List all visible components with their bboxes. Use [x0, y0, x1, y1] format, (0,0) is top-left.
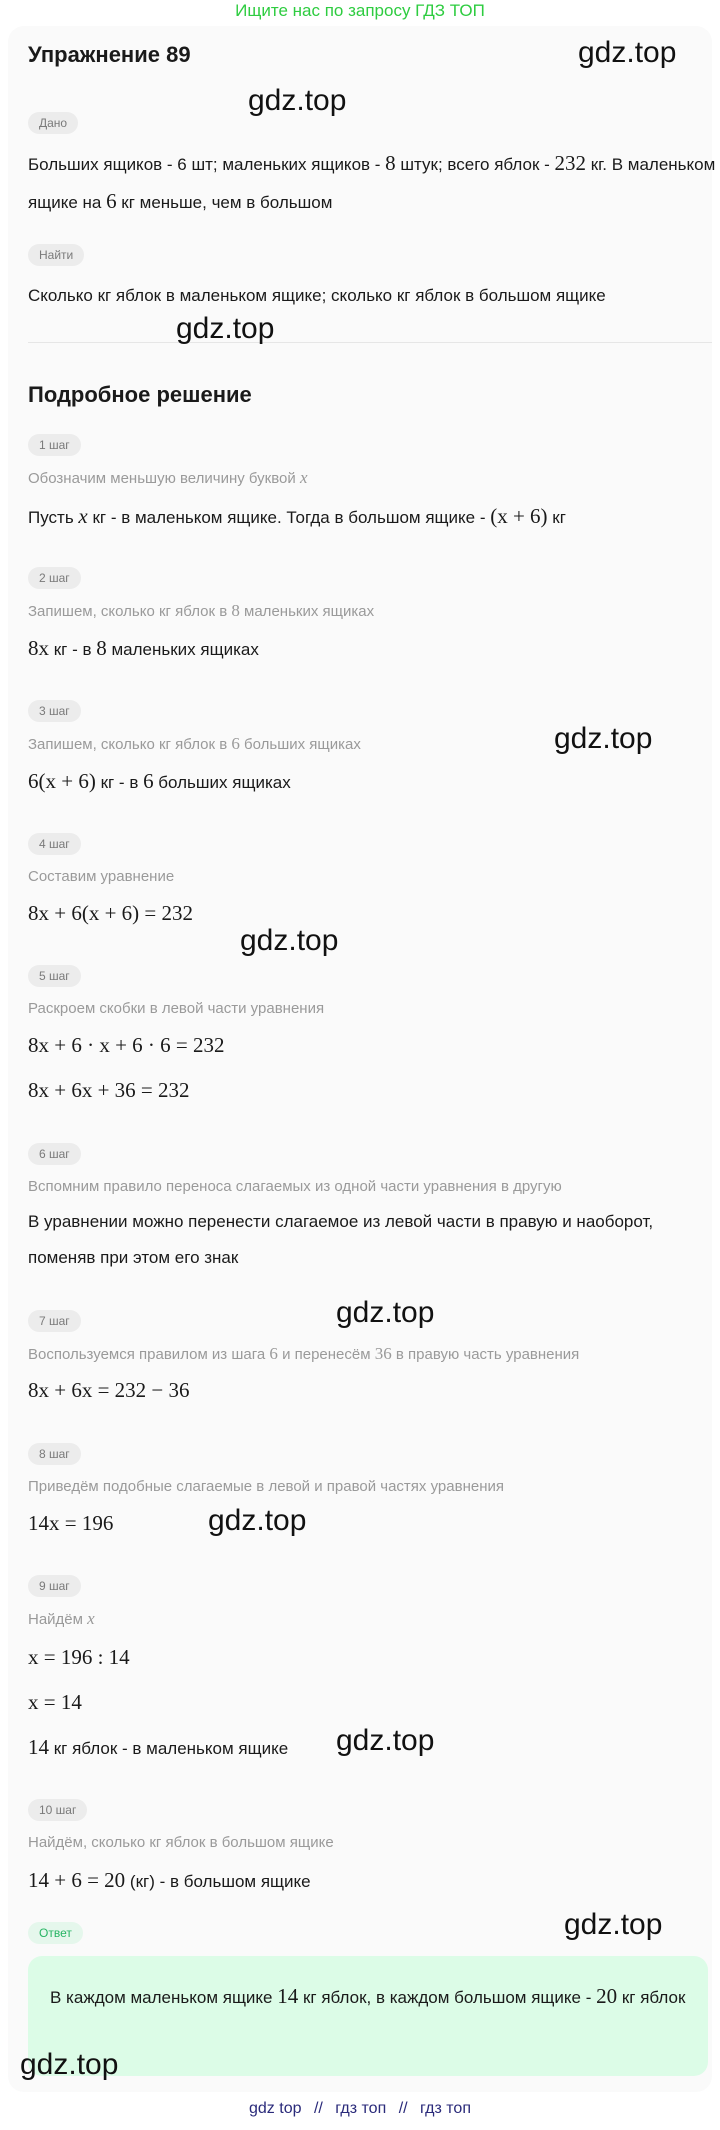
step-equation: 8x + 6(x + 6) = 232 [28, 901, 194, 925]
step-hint: Вспомним правило переноса слагаемых из одной части уравнения в другую [28, 1178, 562, 1195]
answer-box [28, 1956, 708, 2076]
watermark: gdz.top [208, 1504, 307, 1537]
step-equation: 14x = 196 [28, 1511, 114, 1535]
given-text: Больших ящиков - 6 шт; маленьких ящиков - 8 штук; всего яблок - 232 кг. В маленьком ящике на 6 кг меньше, чем в большом [28, 151, 716, 213]
exercise-card [8, 26, 712, 2092]
step-equation: 8x + 6x = 232 − 36 [28, 1378, 190, 1402]
step-badge: 9 шаг [28, 1575, 81, 1597]
search-banner: Ищите нас по запросу ГДЗ ТОП [235, 1, 485, 20]
step-equation: 8x + 6 · x + 6 · 6 = 232 [28, 1033, 225, 1057]
watermark: gdz.top [564, 1908, 663, 1941]
step-hint: Найдём x [28, 1609, 95, 1628]
step-badge: 10 шаг [28, 1799, 87, 1821]
watermark: gdz.top [240, 924, 339, 957]
step-line: 14 + 6 = 20 (кг) - в большом ящике [28, 1868, 311, 1892]
step-line: Пусть x кг - в маленьком ящике. Тогда в большом ящике - (x + 6) кг [28, 504, 566, 528]
find-text: Сколько кг яблок в маленьком ящике; сколько кг яблок в большом ящике [28, 286, 606, 305]
watermark: gdz.top [248, 84, 347, 117]
step-hint: Найдём, сколько кг яблок в большом ящике [28, 1834, 334, 1851]
answer-text: В каждом маленьком ящике 14 кг яблок, в каждом большом ящике - 20 кг яблок [50, 1984, 686, 2008]
step-equation: x = 14 [28, 1690, 82, 1714]
solution-title: Подробное решение [28, 382, 252, 407]
step-equation: 8x + 6x + 36 = 232 [28, 1078, 190, 1102]
step-line: 6(x + 6) кг - в 6 больших ящиках [28, 769, 291, 793]
watermark: gdz.top [20, 2048, 119, 2081]
step-hint: Раскроем скобки в левой части уравнения [28, 1000, 325, 1017]
step-badge: 2 шаг [28, 567, 81, 589]
find-badge: Найти [28, 244, 84, 266]
footer-link[interactable]: гдз топ [420, 2100, 471, 2117]
step-badge: 8 шаг [28, 1443, 81, 1465]
watermark: gdz.top [336, 1296, 435, 1329]
step-line: 8x кг - в 8 маленьких ящиках [28, 636, 259, 660]
step-text: В уравнении можно перенести слагаемое из левой части в правую и наоборот, поменяв при этом его знак [28, 1212, 654, 1267]
step-hint: Запишем, сколько кг яблок в 6 больших ящиках [28, 734, 361, 753]
step-hint: Составим уравнение [28, 868, 175, 885]
step-hint: Запишем, сколько кг яблок в 8 маленьких ящиках [28, 601, 375, 620]
step-badge: 6 шаг [28, 1143, 81, 1165]
step-hint: Приведём подобные слагаемые в левой и правой частях уравнения [28, 1478, 504, 1495]
divider [28, 342, 712, 343]
footer-separator: // [313, 2100, 323, 2117]
step-badge: 3 шаг [28, 700, 81, 722]
footer-link[interactable]: gdz top [249, 2100, 302, 2117]
given-badge: Дано [28, 112, 78, 134]
footer-link[interactable]: гдз топ [335, 2100, 387, 2117]
footer-links [0, 2100, 720, 2118]
step-badge: 4 шаг [28, 833, 81, 855]
step-line: 14 кг яблок - в маленьком ящике [28, 1735, 289, 1759]
step-hint: Обозначим меньшую величину буквой x [28, 468, 308, 487]
page-title: Упражнение 89 [28, 42, 191, 67]
step-badge: 7 шаг [28, 1310, 81, 1332]
step-badge: 1 шаг [28, 434, 81, 456]
footer-separator: // [398, 2100, 408, 2117]
watermark: gdz.top [176, 312, 275, 345]
step-badge: 5 шаг [28, 965, 81, 987]
watermark: gdz.top [554, 722, 653, 755]
step-hint: Воспользуемся правилом из шага 6 и перенесём 36 в правую часть уравнения [28, 1344, 580, 1363]
watermark: gdz.top [336, 1724, 435, 1757]
answer-badge: Ответ [28, 1922, 83, 1944]
watermark: gdz.top [578, 36, 677, 69]
step-equation: x = 196 : 14 [28, 1645, 130, 1669]
